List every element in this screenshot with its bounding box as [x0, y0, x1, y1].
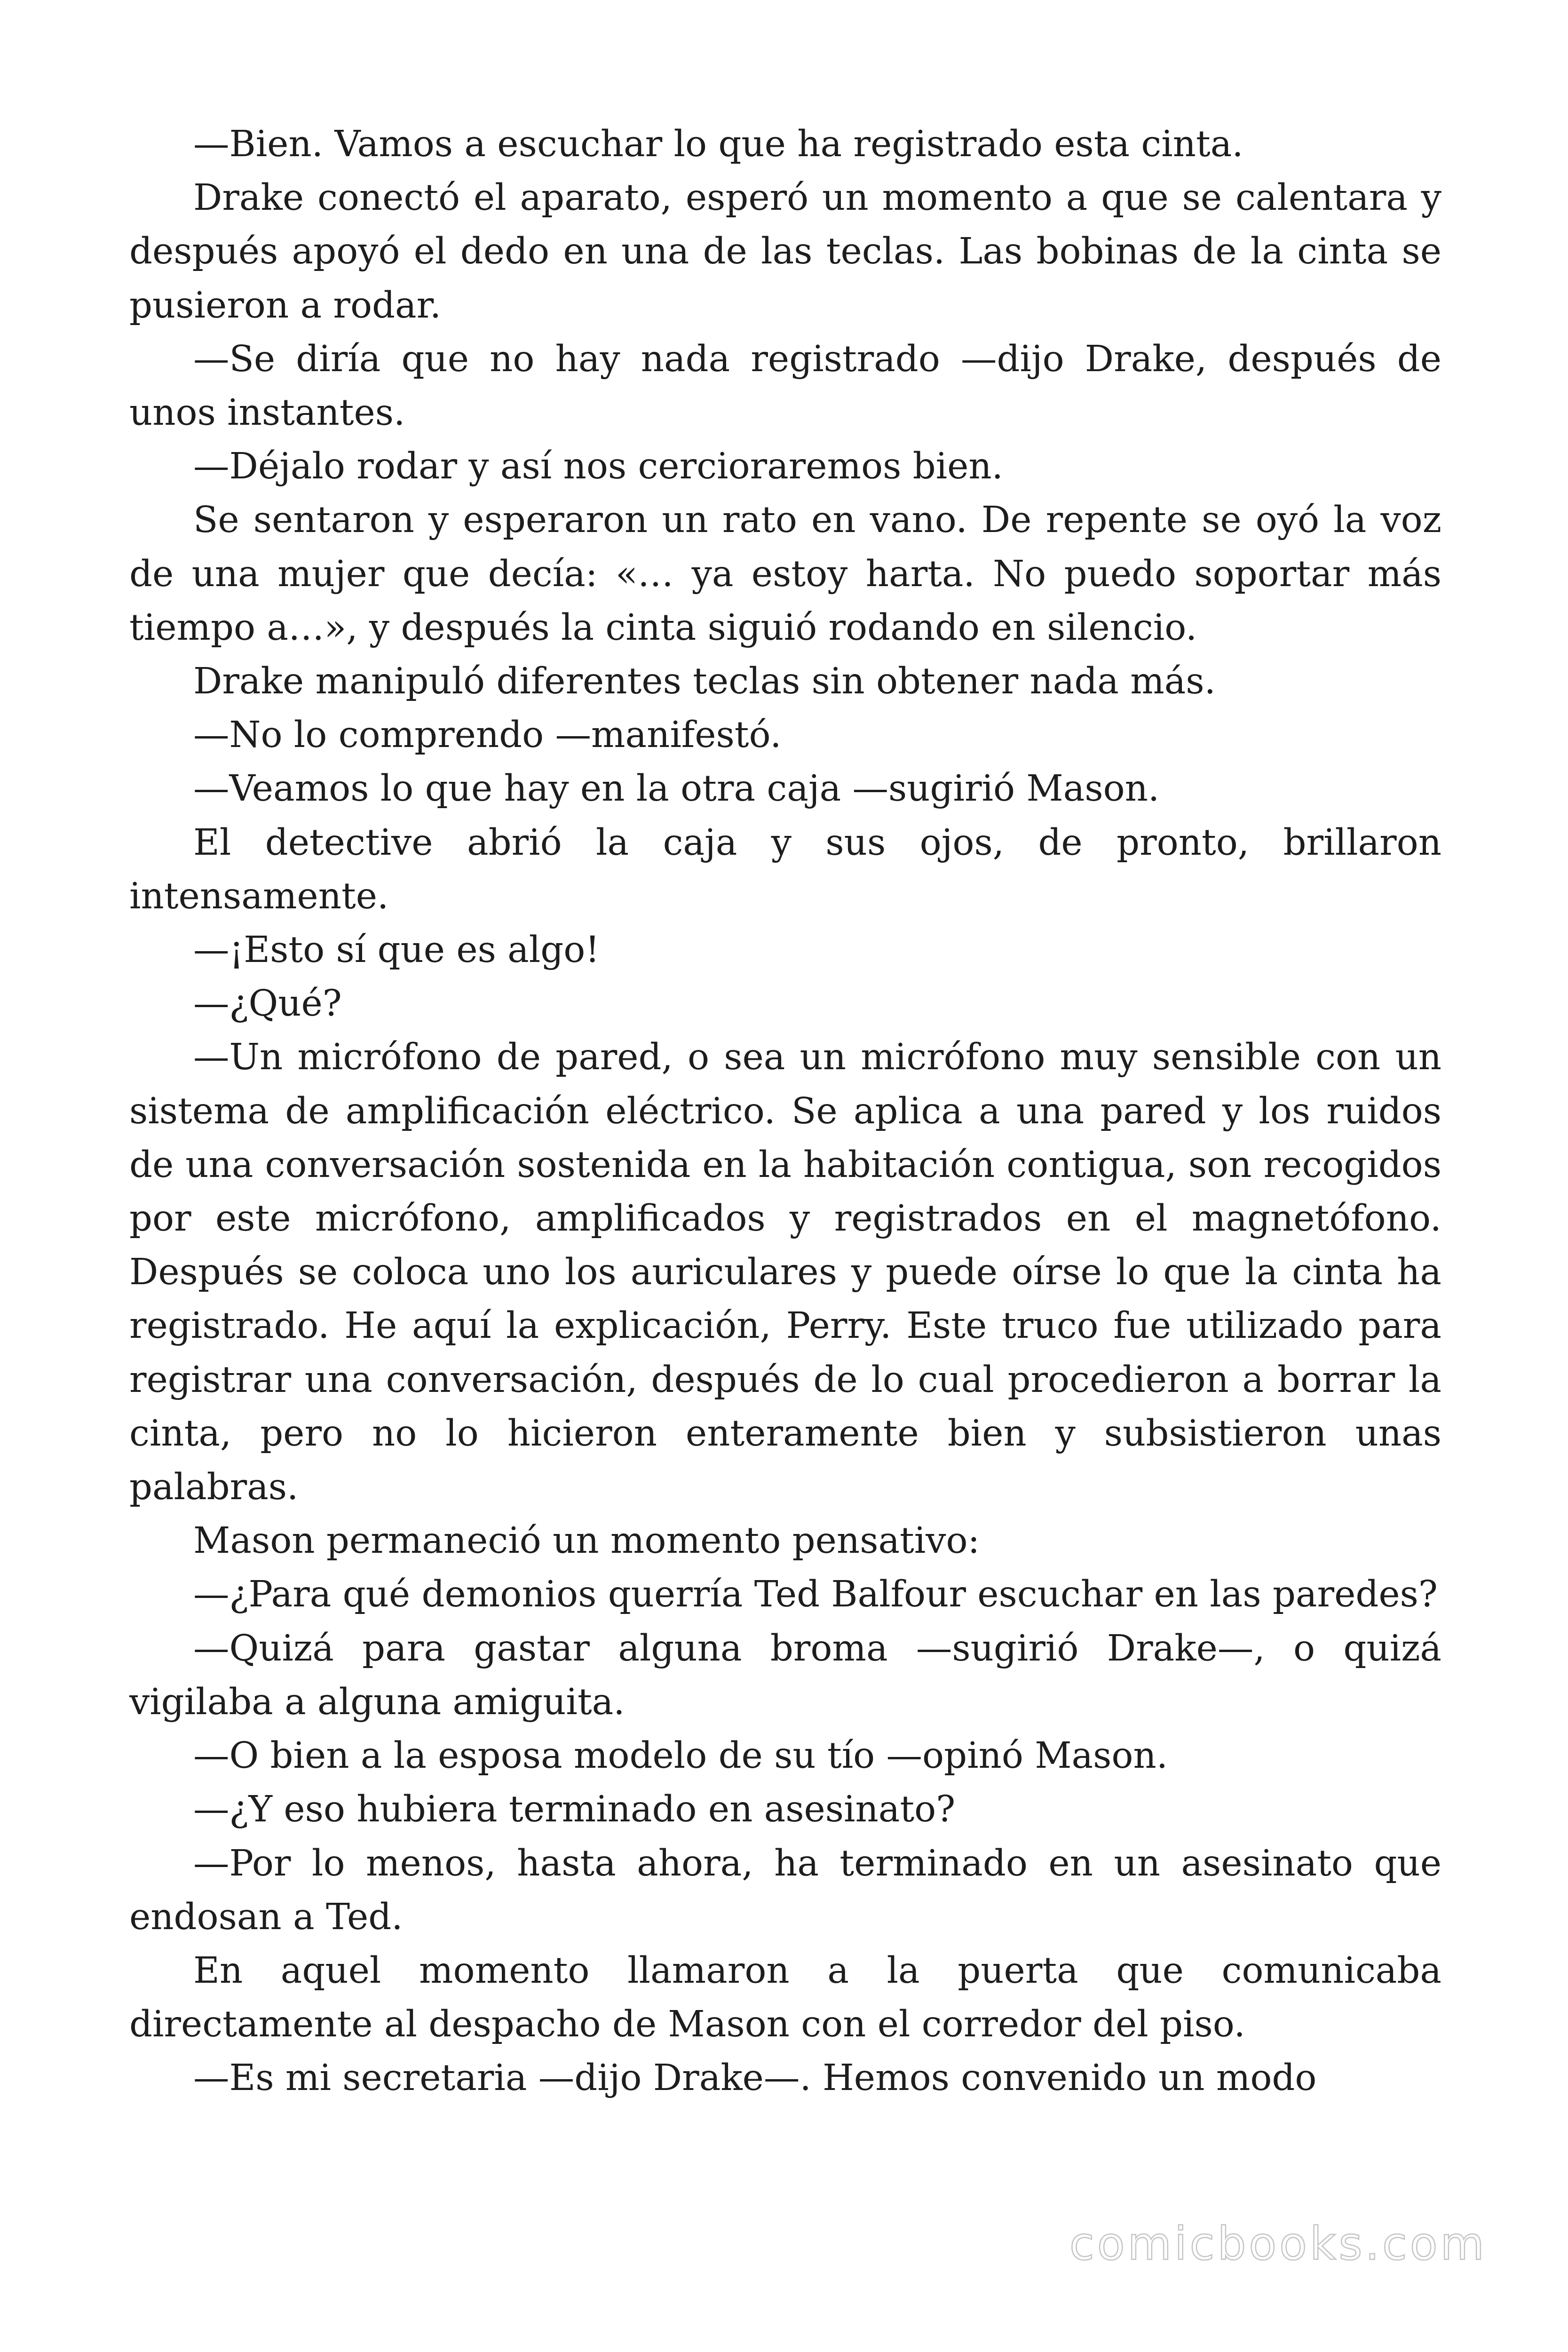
paragraph: —Por lo menos, hasta ahora, ha terminado en un asesinato que endosan a Ted. — [129, 1842, 1441, 1938]
paragraph: —¿Qué? — [193, 983, 342, 1025]
paragraph: —Es mi secretaria —dijo Drake—. Hemos convenido un modo — [193, 2057, 1317, 2099]
paragraph: —No lo comprendo —manifestó. — [193, 714, 782, 756]
paragraph: Drake conectó el aparato, esperó un momento a que se calentara y después apoyó el dedo en una de las teclas. Las bobinas de la cinta se pusieron a rodar. — [129, 177, 1441, 326]
paragraph: Se sentaron y esperaron un rato en vano. De repente se oyó la voz de una mujer que decía: «… ya estoy harta. No puedo soportar más tiempo a…», y después la cinta siguió rodando en silencio. — [129, 499, 1441, 649]
paragraph: Drake manipuló diferentes teclas sin obtener nada más. — [193, 660, 1216, 703]
paragraph: —¿Para qué demonios querría Ted Balfour escuchar en las paredes? — [193, 1573, 1438, 1616]
paragraph: —Quizá para gastar alguna broma —sugirió Drake—, o quizá vigilaba a alguna amiguita. — [129, 1627, 1441, 1723]
paragraph: —¡Esto sí que es algo! — [193, 929, 600, 971]
watermark: comicbooks.com — [1069, 2217, 1487, 2270]
page-body-text — [129, 118, 1441, 2106]
paragraph: —Bien. Vamos a escuchar lo que ha registrado esta cinta. — [193, 123, 1243, 165]
paragraph: El detective abrió la caja y sus ojos, de pronto, brillaron intensamente. — [129, 821, 1441, 917]
paragraph: —Se diría que no hay nada registrado —dijo Drake, después de unos instantes. — [129, 338, 1441, 434]
paragraph: —O bien a la esposa modelo de su tío —opinó Mason. — [193, 1735, 1168, 1777]
paragraph: En aquel momento llamaron a la puerta que comunicaba directamente al despacho de Mason con el corredor del piso. — [129, 1949, 1441, 2046]
paragraph: Mason permaneció un momento pensativo: — [193, 1520, 980, 1562]
paragraph: —Déjalo rodar y así nos cercioraremos bien. — [193, 445, 1003, 488]
paragraph: —Un micrófono de pared, o sea un micrófono muy sensible con un sistema de amplificación eléctrico. Se aplica a una pared y los ruidos de una conversación sostenida en la habitación contigua, son recogidos por este micrófono, amplificados y registrados en el magnetófono. Después se coloca uno los auriculares y puede oírse lo que la cinta ha registrado. He aquí la explicación, Perry. Este truco fue utilizado para registrar una conversación, después de lo cual procedieron a borrar la cinta, pero no lo hicieron enteramente bien y subsistieron unas palabras. — [129, 1036, 1441, 1509]
paragraph: —Veamos lo que hay en la otra caja —sugirió Mason. — [193, 768, 1160, 810]
paragraph: —¿Y eso hubiera terminado en asesinato? — [193, 1788, 956, 1831]
